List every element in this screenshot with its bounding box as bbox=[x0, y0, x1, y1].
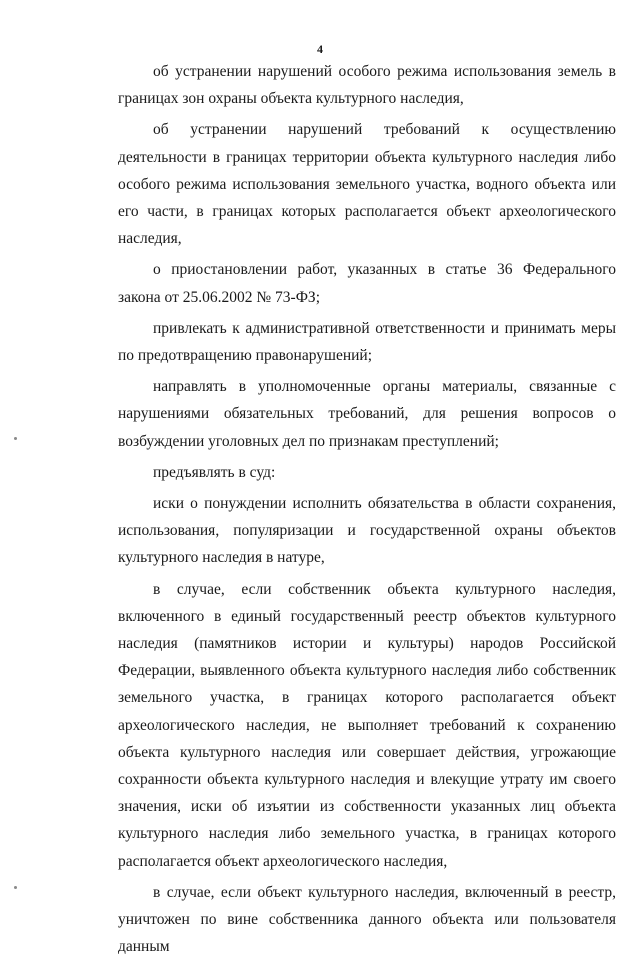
paragraph-6: предъявлять в суд: bbox=[153, 463, 276, 481]
paragraph-9: в случае, если объект культурного наследия, включенный в реестр, уничтожен по вине собственника данного объекта или пользователя данным bbox=[118, 883, 616, 956]
document-body bbox=[118, 58, 616, 965]
paragraph-2: об устранении нарушений требований к осуществлению деятельности в границах территории объекта культурного наследия либо особого режима использования земельного участка, водного объекта или его части, в границах которых располагается объект археологического наследия, bbox=[118, 121, 616, 248]
page-number: 4 bbox=[317, 42, 323, 56]
paragraph-8: в случае, если собственник объекта культурного наследия, включенного в единый государственный реестр объектов культурного наследия (памятников истории и культуры) народов Российской Федерации, выявленного объекта культурного наследия либо собственник земельного участка, в границах которого располагается объект археологического наследия, не выполняет требований к сохранению объекта культурного наследия или совершает действия, угрожающие сохранности объекта культурного наследия и влекущие утрату им своего значения, иски об изъятии из собственности указанных лиц объекта культурного наследия либо земельного участка, в границах которого располагается объект археологического наследия, bbox=[118, 580, 616, 870]
paragraph-7: иски о понуждении исполнить обязательства в области сохранения, использования, популяризации и государственной охраны объектов культурного наследия в натуре, bbox=[118, 495, 616, 567]
scan-margin-mark bbox=[14, 437, 17, 440]
scan-margin-mark bbox=[14, 886, 17, 889]
paragraph-5: направлять в уполномоченные органы материалы, связанные с нарушениями обязательных требований, для решения вопросов о возбуждении уголовных дел по признакам преступлений; bbox=[118, 378, 616, 450]
paragraph-4: привлекать к административной ответственности и принимать меры по предотвращению правонарушений; bbox=[118, 319, 616, 365]
paragraph-1: об устранении нарушений особого режима использования земель в границах зон охраны объекта культурного наследия, bbox=[118, 63, 616, 108]
paragraph-3: о приостановлении работ, указанных в статье 36 Федерального закона от 25.06.2002 № 73-ФЗ; bbox=[118, 261, 616, 306]
